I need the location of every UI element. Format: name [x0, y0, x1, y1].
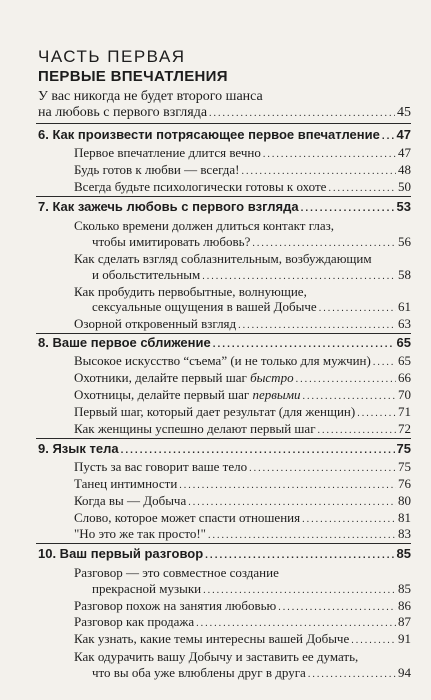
section-divider [36, 123, 411, 124]
chapter-title: 8. Ваше первое сближение [38, 335, 211, 350]
page-number: 85 [396, 546, 411, 561]
dot-leader [328, 183, 396, 194]
page-number: 86 [398, 598, 411, 613]
dot-leader [209, 108, 395, 119]
dot-leader [213, 339, 395, 350]
entry-title: Будь готов к любви — всегда! [74, 162, 240, 177]
entry-title: Озорной откровенный взгляд [74, 316, 237, 331]
page-number: 76 [398, 476, 411, 491]
toc-entry[interactable] [74, 421, 411, 437]
dot-leader [296, 374, 396, 385]
entry-title [74, 387, 301, 403]
dot-leader [382, 131, 395, 142]
chapter-title: 6. Как произвести потрясающее первое впечатление [38, 127, 380, 142]
part-subtitle: ПЕРВЫЕ ВПЕЧАТЛЕНИЯ [38, 68, 228, 85]
dot-leader [308, 669, 396, 680]
section-divider [36, 196, 411, 197]
chapter-title: 7. Как зажечь любовь с первого взгляда [38, 199, 299, 214]
entry-title: и обольстительным [92, 267, 201, 282]
entry-title-line1: Разговор — это совместное создание [74, 565, 279, 580]
toc-entry[interactable] [92, 581, 411, 597]
entry-title: сексуальные ощущения в вашей Добыче [92, 299, 317, 314]
toc-entry[interactable] [74, 476, 411, 492]
page-number: 94 [398, 665, 411, 680]
dot-leader [203, 585, 396, 596]
toc-entry[interactable] [74, 316, 411, 332]
entry-title: Первое впечатление длится вечно [74, 145, 261, 160]
chapter-6-heading[interactable] [38, 127, 411, 142]
toc-entry[interactable] [92, 234, 411, 250]
entry-title: Первый шаг, который дает результат (для женщин) [74, 404, 356, 419]
page-number: 91 [398, 631, 411, 646]
toc-entry[interactable] [74, 631, 411, 647]
toc-entry[interactable] [74, 353, 411, 369]
entry-title: прекрасной музыки [92, 581, 202, 596]
page-number: 83 [398, 526, 411, 541]
section-divider [36, 543, 411, 544]
entry-title-line1: Как сделать взгляд соблазнительным, возбуждающим [74, 251, 372, 266]
entry-title: Слово, которое может спасти отношения [74, 510, 301, 525]
chapter-8-heading[interactable] [38, 335, 411, 350]
dot-leader [302, 514, 396, 525]
entry-title-line1: Как одурачить вашу Добычу и заставить ее думать, [74, 649, 359, 664]
page-number: 85 [398, 581, 411, 596]
page-number: 47 [396, 127, 411, 142]
dot-leader [357, 408, 396, 419]
entry-title-text: Охотницы, делайте первый шаг [74, 387, 250, 402]
page-number: 47 [398, 145, 411, 160]
entry-title-line1: Как пробудить первобытные, волнующие, [74, 284, 307, 299]
entry-title: "Но это же так просто!" [74, 526, 206, 541]
toc-entry[interactable] [74, 614, 411, 630]
toc-entry[interactable] [74, 370, 411, 386]
toc-entry[interactable] [74, 387, 411, 403]
dot-leader [188, 497, 396, 508]
part-intro-line2: на любовь с первого взгляда [38, 105, 208, 120]
dot-leader [318, 425, 396, 436]
toc-entry[interactable] [74, 598, 411, 614]
chapter-10-heading[interactable] [38, 546, 411, 561]
page-number: 63 [398, 316, 411, 331]
toc-entry[interactable] [74, 510, 411, 526]
entry-title: Танец интимности [74, 476, 178, 491]
dot-leader [202, 271, 396, 282]
toc-entry[interactable] [74, 459, 411, 475]
part-title: ЧАСТЬ ПЕРВАЯ [38, 47, 186, 66]
page-number: 45 [397, 105, 411, 120]
page-number: 65 [398, 353, 411, 368]
page-number: 72 [398, 421, 411, 436]
page-number: 53 [396, 199, 411, 214]
dot-leader [179, 480, 396, 491]
page-number: 81 [398, 510, 411, 525]
part-intro-entry[interactable] [38, 105, 411, 121]
dot-leader [351, 635, 396, 646]
entry-title-text: Охотники, делайте первый шаг [74, 370, 247, 385]
entry-title: что вы оба уже влюблены друг в друга [92, 665, 306, 680]
toc-entry[interactable] [74, 493, 411, 509]
toc-entry[interactable] [92, 665, 411, 681]
dot-leader [121, 445, 395, 456]
page-number: 50 [398, 179, 411, 194]
page-number: 56 [398, 234, 411, 249]
dot-leader [252, 238, 396, 249]
dot-leader [238, 320, 396, 331]
entry-title: Разговор похож на занятия любовью [74, 598, 277, 613]
page-number: 75 [398, 459, 411, 474]
chapter-title: 9. Язык тела [38, 441, 119, 456]
entry-title-line1: Сколько времени должен длиться контакт глаз, [74, 218, 335, 233]
page-number: 48 [398, 162, 411, 177]
dot-leader [196, 618, 396, 629]
page-number: 61 [398, 299, 411, 314]
entry-title-emphasis: первыми [252, 387, 301, 402]
entry-title-emphasis: быстро [250, 370, 294, 385]
chapter-title: 10. Ваш первый разговор [38, 546, 204, 561]
page-number: 75 [396, 441, 411, 456]
page-number: 58 [398, 267, 411, 282]
dot-leader [373, 357, 396, 368]
chapter-7-heading[interactable] [38, 199, 411, 214]
dot-leader [208, 530, 396, 541]
chapter-9-heading[interactable] [38, 441, 411, 456]
toc-entry[interactable] [92, 267, 411, 283]
toc-entry[interactable] [74, 526, 411, 542]
section-divider [36, 333, 411, 334]
page-number: 65 [396, 335, 411, 350]
entry-title: Высокое искусство “съема” (и не только для мужчин) [74, 353, 371, 368]
toc-entry[interactable] [74, 404, 411, 420]
section-divider [36, 438, 411, 439]
page-number: 87 [398, 614, 411, 629]
dot-leader [241, 166, 396, 177]
entry-title: Как узнать, какие темы интересны вашей Добыче [74, 631, 350, 646]
entry-title: Всегда будьте психологически готовы к охоте [74, 179, 327, 194]
dot-leader [205, 550, 394, 561]
dot-leader [303, 391, 397, 402]
entry-title [74, 370, 294, 386]
entry-title: чтобы имитировать любовь? [92, 234, 251, 249]
page-number: 66 [398, 370, 411, 385]
toc-entry[interactable] [74, 145, 411, 161]
page-number: 71 [398, 404, 411, 419]
entry-title: Как женщины успешно делают первый шаг [74, 421, 316, 436]
entry-title: Разговор как продажа [74, 614, 195, 629]
dot-leader [319, 303, 396, 314]
entry-title: Пусть за вас говорит ваше тело [74, 459, 248, 474]
dot-leader [263, 149, 396, 160]
page-number: 70 [398, 387, 411, 402]
toc-entry[interactable] [74, 162, 411, 178]
part-intro-line1: У вас никогда не будет второго шанса [38, 89, 263, 104]
toc-entry[interactable] [92, 299, 411, 315]
dot-leader [301, 203, 395, 214]
page-number: 80 [398, 493, 411, 508]
toc-entry[interactable] [74, 179, 411, 195]
dot-leader [278, 602, 396, 613]
entry-title: Когда вы — Добыча [74, 493, 187, 508]
dot-leader [249, 463, 396, 474]
